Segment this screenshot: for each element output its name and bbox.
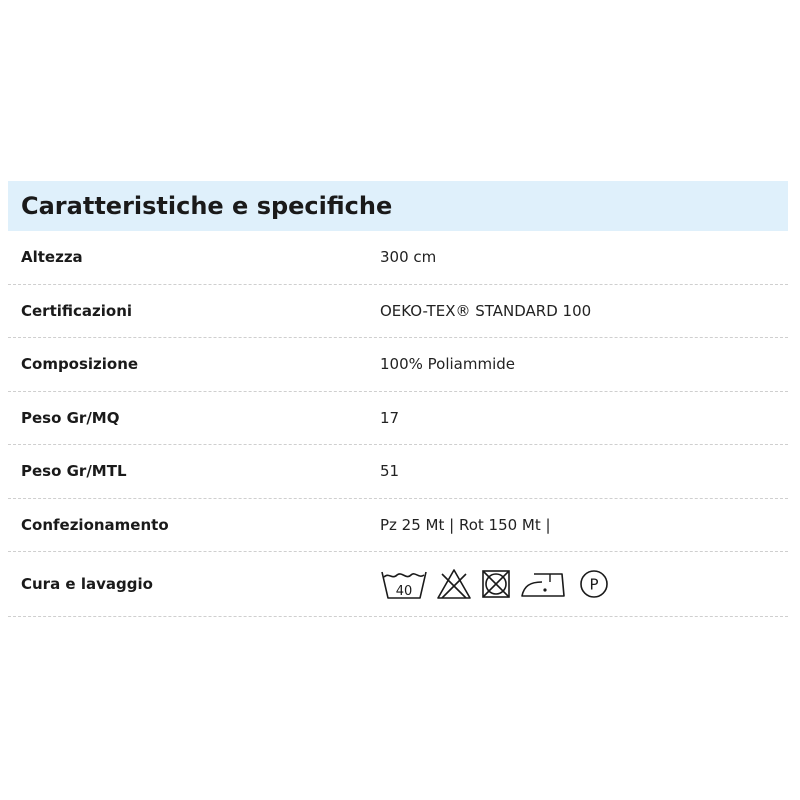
no-bleach-icon <box>436 568 472 600</box>
spec-row-altezza <box>8 231 788 285</box>
spec-label: Cura e lavaggio <box>21 575 153 593</box>
iron-low-icon <box>520 568 570 600</box>
spec-value: Pz 25 Mt | Rot 150 Mt | <box>380 515 551 534</box>
no-tumble-dry-icon <box>480 568 512 600</box>
spec-label: Peso Gr/MTL <box>21 462 127 481</box>
specs-panel <box>8 181 788 617</box>
spec-row-composizione <box>8 338 788 392</box>
wash-40-icon <box>380 568 428 600</box>
spec-row-confezionamento <box>8 499 788 553</box>
spec-row-peso-mq <box>8 392 788 446</box>
spec-value: 300 cm <box>380 248 437 267</box>
spec-label: Certificazioni <box>21 301 133 320</box>
wash-temperature: 40 <box>395 584 413 599</box>
section-title: Caratteristiche e specifiche <box>21 192 393 220</box>
spec-row-peso-mtl <box>8 445 788 499</box>
care-icons <box>380 568 610 600</box>
dry-clean-p-icon <box>578 568 610 600</box>
spec-label: Confezionamento <box>21 515 169 534</box>
dryclean-letter: P <box>589 575 599 594</box>
spec-value: 51 <box>380 462 400 481</box>
spec-label: Peso Gr/MQ <box>21 408 120 427</box>
spec-value: OEKO-TEX® STANDARD 100 <box>380 301 592 320</box>
spec-label: Composizione <box>21 355 139 374</box>
spec-row-cura <box>8 552 788 617</box>
spec-label: Altezza <box>21 248 83 267</box>
section-header <box>8 181 788 231</box>
spec-value: 100% Poliammide <box>380 355 516 374</box>
spec-row-certificazioni <box>8 285 788 339</box>
spec-value: 17 <box>380 408 400 427</box>
